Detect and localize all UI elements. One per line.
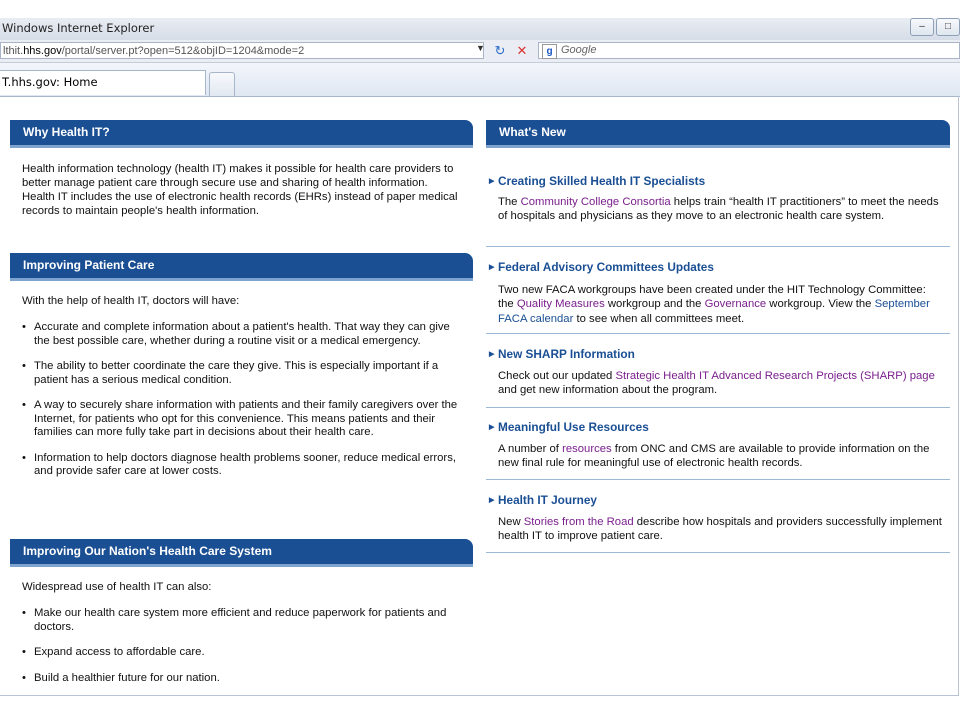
new-tab-button[interactable] [209,72,235,96]
news-title-text: Health IT Journey [498,493,597,507]
news-item-faca [486,253,950,334]
arrow-right-icon: ▶ [489,424,495,431]
faca-calendar-link[interactable]: September FACA calendar [498,298,930,325]
tab-home[interactable] [0,70,206,95]
list-item: • The ability to better coordinate the care they give. This is especially important if a patient has a serious medical condition. [22,360,464,387]
url-input[interactable] [0,42,484,59]
search-placeholder: Google [561,44,597,56]
stop-icon[interactable]: ✕ [516,43,528,58]
patient-care-list [22,321,464,479]
maximize-icon[interactable]: □ [936,18,960,36]
news-title-text: New SHARP Information [498,347,635,361]
nation-list [22,607,464,685]
list-item: • A way to securely share information with patients and their family caregivers over the Internet, for patients who opt for this convenience. This means patients and their families can more fully take part in decisions about their health care. [22,399,464,440]
stories-link[interactable]: Stories from the Road [523,516,634,528]
quality-measures-link[interactable]: Quality Measures [516,298,605,311]
news-title-link[interactable] [489,260,714,274]
list-item: • Make our health care system more efficient and reduce paperwork for patients and doctors. [22,607,464,634]
news-title-link[interactable] [489,174,706,188]
improving-nation-heading: Improving Our Nation's Health Care System [10,539,473,564]
url-host: hhs.gov [23,45,62,57]
news-title-link[interactable] [489,420,649,434]
news-item-specialists [486,166,950,247]
search-input[interactable] [538,42,960,59]
whats-new-heading: What's New [486,120,950,145]
window-title: Windows Internet Explorer [2,21,155,35]
tab-bar [0,63,960,97]
resources-link[interactable]: resources [562,443,612,455]
news-title-text: Meaningful Use Resources [498,420,649,434]
arrow-right-icon: ▶ [489,497,495,504]
list-item: • Expand access to affordable care. [22,646,464,660]
list-item: • Build a healthier future for our nation. [22,672,464,686]
news-item-journey [486,486,950,553]
address-bar [0,40,960,63]
news-title-link[interactable] [489,347,635,361]
list-item: • Accurate and complete information about a patient's health. That way they can give the best possible care, whether during a routine visit or a medical emergency. [22,321,464,348]
news-title-text: Creating Skilled Health IT Specialists [498,174,706,188]
why-health-it-heading: Why Health IT? [10,120,473,145]
why-health-it-text: Health information technology (health IT) makes it possible for health care providers to better manage patient care through secure use and sharing of health information. Health IT includes the use of electronic health records (EHRs) instead of paper medical records to maintain people's health information. [22,163,458,217]
news-title-text: Federal Advisory Committees Updates [498,260,714,274]
arrow-right-icon: ▶ [489,178,495,185]
refresh-icon[interactable]: ↻ [494,43,506,58]
url-path: /portal/server.pt?open=512&objID=1204&mode=2 [61,45,305,57]
minimize-icon[interactable]: – [910,18,934,36]
window-controls [908,18,960,36]
community-college-link[interactable]: Community College Consortia [520,196,671,208]
arrow-right-icon: ▶ [489,351,495,358]
google-icon: g [542,44,557,59]
news-title-link[interactable] [489,493,597,507]
url-dropdown-icon[interactable]: ▼ [476,43,485,53]
news-body: New Stories from the Road describe how hospitals and providers successfully implement health IT to improve patient care. [498,516,942,543]
tab-label: T.hhs.gov: Home [2,75,98,89]
news-body: The Community College Consortia helps train “health IT practitioners” to meet the needs of hospitals and physicians as they move to an electronic health care system. [498,196,939,223]
patient-care-intro: With the help of health IT, doctors will have: [22,295,240,307]
news-body: Check out our updated Strategic Health IT Advanced Research Projects (SHARP) page and get new information about the program. [498,370,935,397]
window-titlebar [0,18,960,41]
sharp-page-link[interactable]: Strategic Health IT Advanced Research Projects (SHARP) page [615,370,935,382]
news-body: Two new FACA workgroups have been created under the HIT Technology Committee: the Quality Measures workgroup and the Governance workgroup. View the September FACA calendar to see when all committees meet. [498,284,930,325]
arrow-right-icon: ▶ [489,264,495,271]
url-prefix: lthit. [3,45,24,57]
news-body: A number of resources from ONC and CMS are available to provide information on the new final rule for meaningful use of electronic health records. [498,443,930,470]
list-item: • Information to help doctors diagnose health problems sooner, reduce medical errors, and provide safer care at lower costs. [22,452,464,479]
improving-patient-care-heading: Improving Patient Care [10,253,473,278]
governance-link[interactable]: Governance [704,298,767,311]
news-item-meaningful-use [486,413,950,480]
news-item-sharp [486,340,950,408]
nation-intro: Widespread use of health IT can also: [22,581,212,593]
